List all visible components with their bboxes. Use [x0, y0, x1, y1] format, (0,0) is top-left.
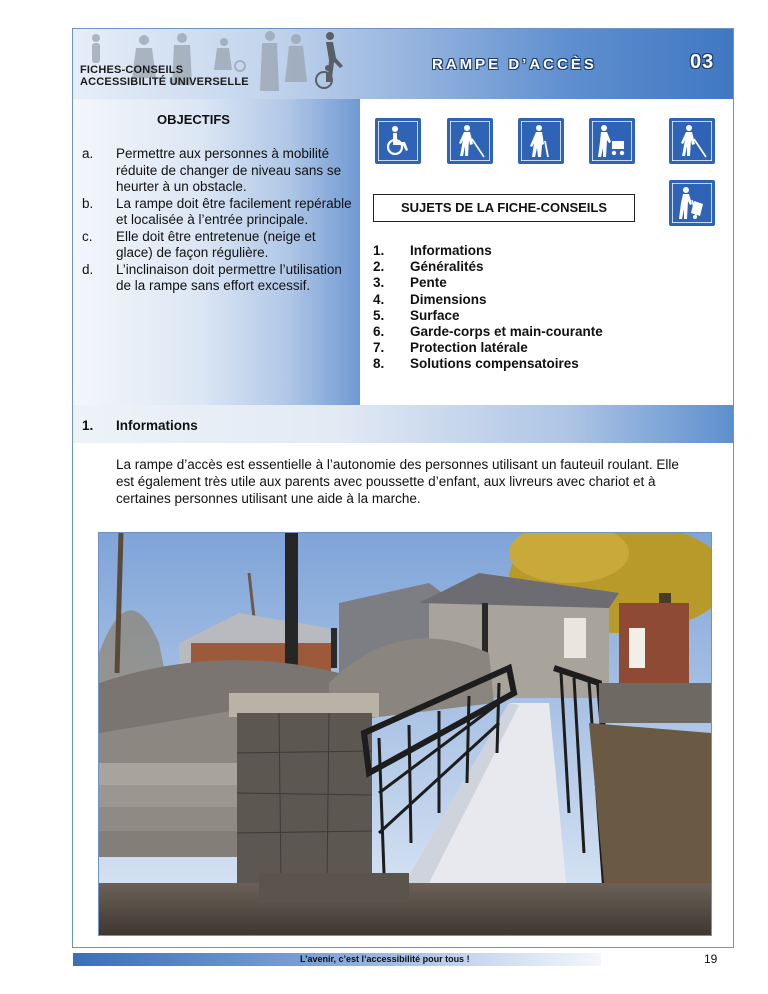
- topic-label: Pente: [410, 275, 447, 291]
- topic-label: Protection latérale: [410, 340, 528, 356]
- topic-number: 4.: [373, 291, 385, 307]
- topic-number: 3.: [373, 275, 385, 291]
- ramp-photo: [98, 532, 712, 936]
- objectives-list: [82, 146, 352, 295]
- topic-item: [373, 243, 603, 259]
- topic-number: 1.: [373, 243, 385, 258]
- topic-number: 8.: [373, 356, 385, 372]
- topic-number: 2.: [373, 259, 385, 275]
- topic-label: Dimensions: [410, 291, 487, 307]
- brand-line2: ACCESSIBILITÉ UNIVERSELLE: [80, 76, 249, 88]
- topic-label: Solutions compensatoires: [410, 356, 579, 372]
- footer-tagline: L’avenir, c’est l’accessibilité pour tous !: [300, 954, 470, 964]
- topic-item: [373, 292, 603, 308]
- objective-letter: b.: [82, 195, 94, 211]
- objective-letter: c.: [82, 228, 93, 244]
- topic-item: [373, 275, 603, 291]
- objectives-title: OBJECTIFS: [157, 112, 230, 127]
- topic-label: Surface: [410, 307, 460, 323]
- wheelchair-icon: [375, 118, 421, 164]
- white-cane-icon: [447, 118, 493, 164]
- objective-item: [82, 146, 352, 196]
- topic-number: 7.: [373, 340, 385, 356]
- page-number: 19: [704, 952, 718, 966]
- stroller-icon: [589, 118, 635, 164]
- objective-item: [82, 262, 352, 295]
- topic-item: [373, 259, 603, 275]
- topic-label: Généralités: [410, 259, 484, 275]
- section-title: Informations: [116, 418, 198, 433]
- topic-label: Garde-corps et main-courante: [410, 324, 603, 340]
- ramp-photo-illustration: [99, 533, 711, 935]
- objective-item: [82, 229, 352, 262]
- topic-label: Informations: [410, 243, 492, 258]
- topic-number: 6.: [373, 324, 385, 340]
- section-body: La rampe d’accès est essentielle à l’autonomie des personnes utilisant un fauteuil roulant. Elle est également très utile aux parents avec poussette d’enfant, aux livreurs avec chariot et à certaines personnes utilisant une aide à la marche.: [116, 457, 679, 506]
- topic-item: [373, 340, 603, 356]
- white-cane-icon: [669, 118, 715, 164]
- objective-letter: a.: [82, 146, 94, 161]
- topics-title: SUJETS DE LA FICHE-CONSEILS: [373, 194, 635, 222]
- topic-number: 5.: [373, 307, 385, 323]
- sheet-title: RAMPE D’ACCÈS: [432, 56, 597, 73]
- section-number: 1.: [82, 418, 94, 433]
- topic-item: [373, 356, 603, 372]
- objective-text: La rampe doit être facilement repérable et localisée à l’entrée principale.: [116, 195, 352, 227]
- objective-text: Elle doit être entretenue (neige et glace) de façon régulière.: [116, 228, 316, 260]
- objective-text: Permettre aux personnes à mobilité réduite de changer de niveau sans se heurter à un obstacle.: [116, 146, 342, 194]
- brand-line1: FICHES-CONSEILS: [80, 64, 184, 76]
- topics-list: [373, 243, 603, 373]
- delivery-cart-icon: [669, 180, 715, 226]
- topic-item: [373, 308, 603, 324]
- objective-letter: d.: [82, 261, 94, 277]
- objective-text: L’inclinaison doit permettre l’utilisation de la rampe sans effort excessif.: [116, 261, 342, 293]
- topic-item: [373, 324, 603, 340]
- walking-cane-icon: [518, 118, 564, 164]
- sheet-number: 03: [690, 51, 715, 73]
- brand: [80, 64, 249, 88]
- objective-item: [82, 196, 352, 229]
